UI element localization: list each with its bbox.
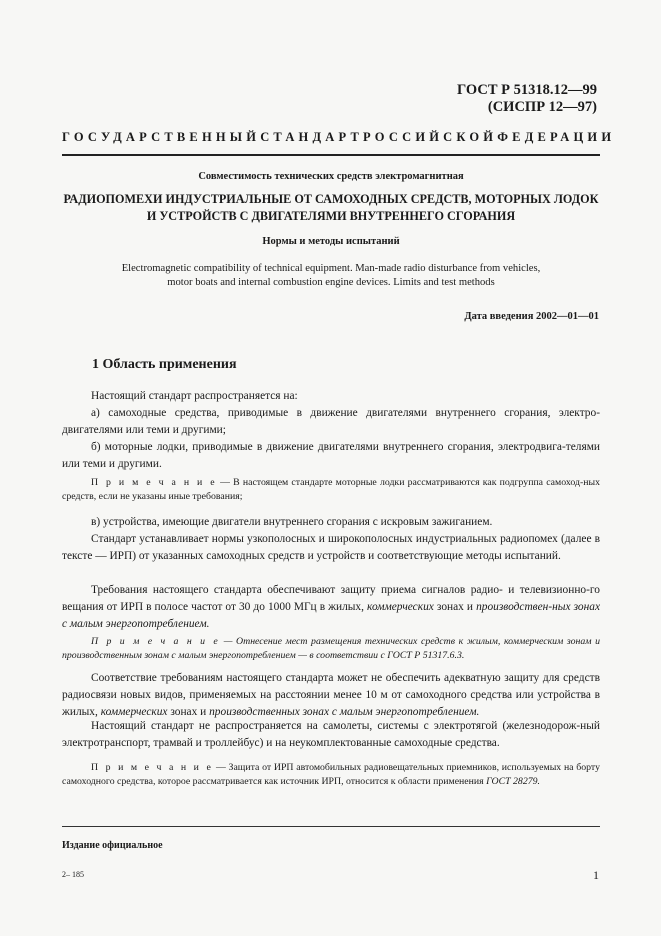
note-label: П р и м е ч а н и е	[91, 636, 221, 647]
paragraph: Настоящий стандарт распространяется на:	[91, 390, 298, 402]
list-item-b: б) моторные лодки, приводимые в движение двигателями внутреннего сгорания, электродвига-телями или теми и другими.	[62, 441, 600, 470]
note	[62, 476, 600, 504]
list-item-c: в) устройства, имеющие двигатели внутреннего сгорания с искровым зажиганием.	[91, 516, 493, 528]
note-label: П р и м е ч а н и е	[91, 477, 218, 488]
header-divider	[62, 154, 600, 156]
footer-divider	[62, 826, 600, 827]
gost-number: ГОСТ Р 51318.12—99	[457, 82, 597, 98]
banner-word: ФЕДЕРАЦИИ	[497, 130, 616, 144]
title-line: И УСТРОЙСТВ С ДВИГАТЕЛЯМИ ВНУТРЕННЕГО СГОРАНИЯ	[146, 209, 516, 223]
english-title-line: Electromagnetic compatibility of technical equipment. Man-made radio disturbance from vehicles,	[121, 263, 541, 274]
cispr-number: (СИСПР 12—97)	[487, 99, 597, 115]
banner-word: ГОСУДАРСТВЕННЫЙ	[62, 130, 261, 144]
standard-number-block	[457, 82, 597, 116]
note	[62, 635, 600, 663]
document-title	[62, 191, 600, 225]
paragraph: Стандарт устанавливает нормы узкополосных и широкополосных индустриальных радиопомех (далее в тексте — ИРП) от указанных самоходных средств и устройств и соответствующие методы испытаний.	[62, 533, 600, 562]
list-item-a: а) самоходные средства, приводимые в движение двигателями внутреннего сгорания, электро-двигателями или теми и другими;	[62, 407, 600, 436]
introduction-date: Дата введения 2002—01—01	[464, 311, 599, 322]
note-text: — В настоящем стандарте моторные лодки рассматриваются как подгруппа самоход-ных средств, если не указаны иные требования;	[62, 477, 600, 502]
section-heading: 1 Область применения	[92, 357, 237, 372]
note-text: — Защита от ИРП автомобильных радиовещательных приемников, используемых на борту самоходного средства, которое рассматривается как источник ИРП, относится к области применения	[62, 762, 600, 787]
english-title-line: motor boats and internal combustion engine devices. Limits and test methods	[167, 277, 495, 288]
paragraph: Настоящий стандарт не распространяется на самолеты, системы с электротягой (железнодорож-ный электротранспорт, трамвай и троллейбус) и на неукомплектованные самоходные средства.	[62, 720, 600, 749]
paragraph: Соответствие требованиям настоящего стандарта может не обеспечить адекватную защиту для средств радиосвязи новых видов, применяемых на расстоянии менее 10 м от самоходного средства или устройства в жилых, коммерческих зонах и производственных зонах с малым энергопотреблением.	[62, 672, 600, 718]
page-number: 1	[593, 868, 599, 882]
note-reference: ГОСТ 28279.	[486, 776, 540, 787]
document-subtitle: Совместимость технических средств электромагнитная	[198, 171, 464, 182]
note	[62, 761, 600, 789]
official-edition-label: Издание официальное	[62, 840, 163, 851]
note-text: — Отнесение мест размещения технических средств к жилым, коммерческим зонам и производственным зонам с малым энергопотреблением — в соответствии с ГОСТ Р 51317.6.3.	[62, 636, 600, 661]
banner-word: РОССИЙСКОЙ	[363, 130, 498, 144]
state-standard-banner	[62, 130, 616, 145]
english-title	[62, 262, 600, 290]
banner-word: СТАНДАРТ	[260, 130, 364, 144]
norms-subtitle: Нормы и методы испытаний	[262, 236, 400, 247]
paragraph: Требования настоящего стандарта обеспечивают защиту приема сигналов радио- и телевизионно-го вещания от ИРП в полосе частот от 30 до 1000 МГц в жилых, коммерческих зонах и производствен-ных зонах с малым энергопотреблением.	[62, 584, 601, 630]
print-code: 2– 185	[62, 870, 84, 879]
note-label: П р и м е ч а н и е	[91, 762, 214, 773]
title-line: РАДИОПОМЕХИ ИНДУСТРИАЛЬНЫЕ ОТ САМОХОДНЫХ СРЕДСТВ, МОТОРНЫХ ЛОДОК	[63, 192, 599, 206]
